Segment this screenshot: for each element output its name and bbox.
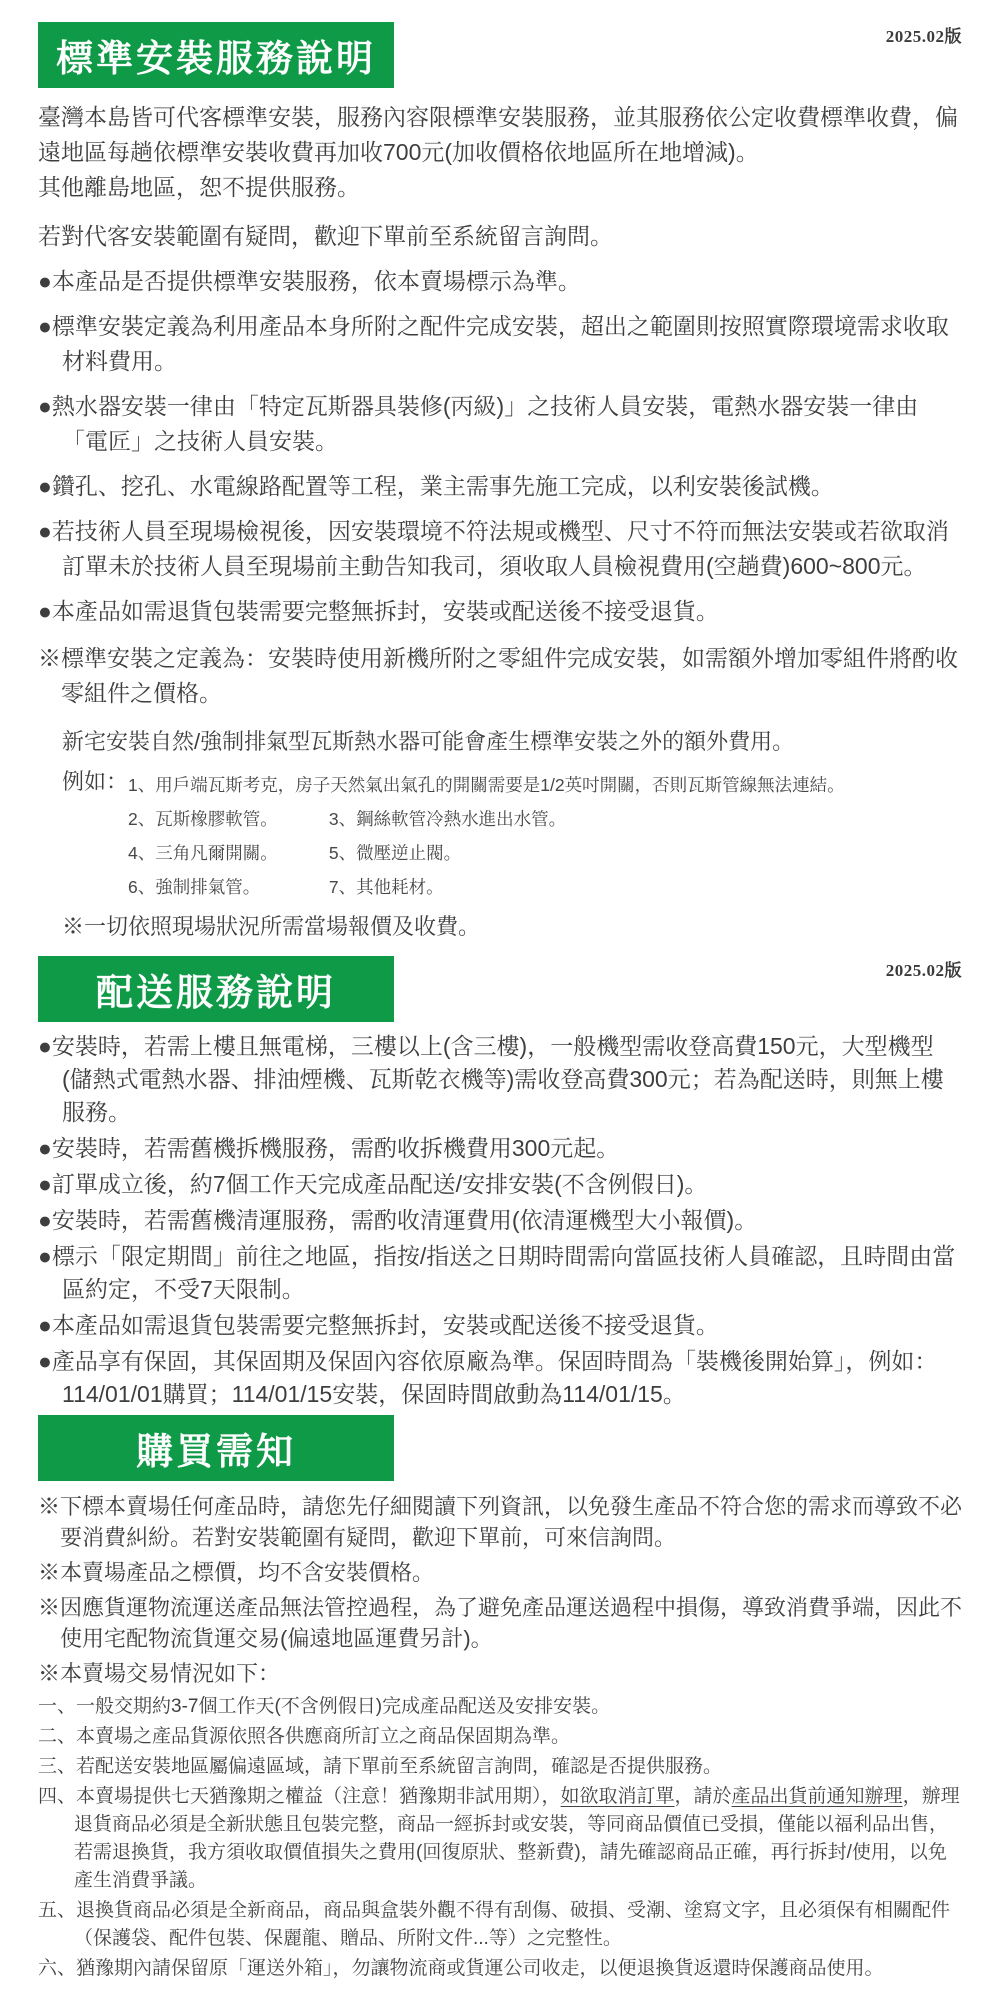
example-row bbox=[128, 768, 845, 802]
policy-segment: 四、本賣場提供七天猶豫期之權益（注意！猶豫期非試用期）， bbox=[38, 1786, 561, 1807]
version-label: 2025.02版 bbox=[885, 961, 962, 980]
purchase-note: ※本賣場產品之標價，均不含安裝價格。 bbox=[38, 1560, 435, 1585]
numbered-item: 六、猶豫期內請保留原「運送外箱」，勿讓物流商或貨運公司收走，以便退換貨返還時保護商品使用。 bbox=[38, 1958, 884, 1979]
example-item: 7、其他耗材。 bbox=[328, 877, 444, 897]
numbered-item: 三、若配送安裝地區屬偏遠區域，請下單前至系統留言詢問，確認是否提供服務。 bbox=[38, 1756, 723, 1777]
bullet-item: ●本產品是否提供標準安裝服務，依本賣場標示為準。 bbox=[38, 268, 581, 294]
example-item: 2、瓦斯橡膠軟管。 bbox=[128, 809, 278, 829]
bullet-item: ●本產品如需退貨包裝需要完整無拆封，安裝或配送後不接受退貨。 bbox=[38, 598, 719, 624]
example-block bbox=[62, 765, 962, 904]
example-item: 3、鋼絲軟管冷熱水進出水管。 bbox=[328, 809, 567, 829]
bullet-item: ●安裝時，若需舊機拆機服務，需酌收拆機費用300元起。 bbox=[38, 1135, 620, 1161]
purchase-note: ※因應貨運物流運送產品無法管控過程，為了避免產品運送過程中損傷，導致消費爭端，因此不使用宅配物流貨運交易(偏遠地區運費另計)。 bbox=[38, 1595, 963, 1651]
numbered-item: 二、本賣場之產品貨源依照各供應商所訂立之商品保固期為準。 bbox=[38, 1726, 571, 1747]
section-delivery bbox=[38, 956, 962, 1411]
policy-segment-underlined: 如欲取消訂單 bbox=[560, 1786, 675, 1807]
onsite-quote-footnote: ※一切依照現場狀況所需當場報價及收費。 bbox=[62, 914, 481, 939]
bullet-item: ●訂單成立後，約7個工作天完成產品配送/安排安裝(不含例假日)。 bbox=[38, 1171, 708, 1197]
intro-paragraph bbox=[38, 100, 962, 254]
example-item: 6、強制排氣管。 bbox=[128, 877, 261, 897]
numbered-item-cancel-policy bbox=[38, 1783, 962, 1895]
section-title-banner bbox=[38, 956, 394, 1022]
section-title: 購買需知 bbox=[136, 1431, 296, 1472]
policy-segment: ，請於 bbox=[674, 1786, 732, 1807]
example-item: 5、微壓逆止閥。 bbox=[328, 843, 462, 863]
numbered-item: 五、退換貨商品必須是全新商品，商品與盒裝外觀不得有刮傷、破損、受潮、塗寫文字，且必須保有相關配件（保護袋、配件包裝、保麗龍、贈品、所附文件...等）之完整性。 bbox=[38, 1900, 951, 1949]
policy-segment: ，辦理退貨商品必須是全新狀態且包裝完整，商品一經拆封或安裝，等同商品價值已受損，僅能以福利品出售，若需退換貨，我方須收取價值損失之費用(回復原狀、整新費)，請先確認商品正確，再行拆封/使用，以免產生消費爭議。 bbox=[74, 1786, 960, 1891]
standard-bullet-list bbox=[38, 264, 962, 629]
bullet-item: ●若技術人員至現場檢視後，因安裝環境不符法規或機型、尺寸不符而無法安裝或若欲取消訂單未於技術人員至現場前主動告知我司，須收取人員檢視費用(空趟費)600~800元。 bbox=[38, 518, 949, 579]
bullet-item: ●標準安裝定義為利用產品本身所附之配件完成安裝，超出之範圍則按照實際環境需求收取材料費用。 bbox=[38, 313, 949, 374]
example-row bbox=[128, 836, 845, 870]
section-title-banner bbox=[38, 22, 394, 88]
section-title: 配送服務說明 bbox=[96, 972, 336, 1013]
bullet-item: ●鑽孔、挖孔、水電線路配置等工程，業主需事先施工完成，以利安裝後試機。 bbox=[38, 473, 834, 499]
policy-segment-underlined: 產品出貨前通知辦理 bbox=[731, 1786, 903, 1807]
purchase-note-list bbox=[38, 1491, 962, 1689]
definition-note: ※標準安裝之定義為：安裝時使用新機所附之零組件完成安裝，如需額外增加零組件將酌收零組件之價格。 bbox=[38, 645, 958, 706]
numbered-item: 一、一般交期約3-7個工作天(不含例假日)完成產品配送及安排安裝。 bbox=[38, 1696, 611, 1717]
section-title: 標準安裝服務說明 bbox=[56, 38, 376, 79]
delivery-bullet-list bbox=[38, 1030, 962, 1411]
intro-islands-text: 其他離島地區，恕不提供服務。 bbox=[38, 174, 360, 200]
section-purchase-notice bbox=[38, 1415, 962, 1983]
example-row bbox=[128, 870, 845, 904]
intro-ask-text: 若對代客安裝範圍有疑問，歡迎下單前至系統留言詢問。 bbox=[38, 223, 613, 249]
version-label: 2025.02版 bbox=[885, 27, 962, 46]
section-title-banner bbox=[38, 1415, 394, 1481]
bullet-item: ●本產品如需退貨包裝需要完整無拆封，安裝或配送後不接受退貨。 bbox=[38, 1312, 719, 1338]
bullet-item: ●安裝時，若需上樓且無電梯，三樓以上(含三樓)，一般機型需收登高費150元，大型機型 (儲熱式電熱水器、排油煙機、瓦斯乾衣機等)需收登高費300元；若為配送時，則無上樓服務。 bbox=[38, 1033, 944, 1125]
bullet-item: ●產品享有保固，其保固期及保固內容依原廠為準。保固時間為「裝機後開始算」，例如：114/01/01購買；114/01/15安裝，保固時間啟動為114/01/15。 bbox=[38, 1348, 938, 1407]
bullet-item: ●標示「限定期間」前往之地區，指按/指送之日期時間需向當區技術人員確認，且時間由當區約定，不受7天限制。 bbox=[38, 1243, 956, 1302]
purchase-note: ※本賣場交易情況如下： bbox=[38, 1661, 281, 1686]
example-item: 4、三角凡爾開關。 bbox=[128, 843, 278, 863]
intro-main-text: 臺灣本島皆可代客標準安裝，服務內容限標準安裝服務，並其服務依公定收費標準收費，偏遠地區每趟依標準安裝收費再加收700元(加收價格依地區所在地增減)。 bbox=[38, 104, 958, 165]
example-row bbox=[128, 802, 845, 836]
purchase-note: ※下標本賣場任何產品時，請您先仔細閱讀下列資訊，以免發生產品不符合您的需求而導致不必要消費糾紛。若對安裝範圍有疑問，歡迎下單前，可來信詢問。 bbox=[38, 1494, 963, 1550]
new-house-note: 新宅安裝自然/強制排氣型瓦斯熱水器可能會產生標準安裝之外的額外費用。 bbox=[62, 729, 795, 754]
example-items bbox=[128, 765, 845, 904]
bullet-item: ●熱水器安裝一律由「特定瓦斯器具裝修(丙級)」之技術人員安裝，電熱水器安裝一律由「電匠」之技術人員安裝。 bbox=[38, 393, 919, 454]
example-label: 例如： bbox=[62, 769, 129, 794]
bullet-item: ●安裝時，若需舊機清運服務，需酌收清運費用(依清運機型大小報價)。 bbox=[38, 1207, 758, 1233]
example-item: 1、用戶端瓦斯考克，房子天然氣出氣孔的開關需要是1/2英吋開關，否則瓦斯管線無法連結。 bbox=[128, 775, 845, 795]
purchase-numbered-list bbox=[38, 1693, 962, 1983]
section-standard-install bbox=[38, 22, 962, 944]
